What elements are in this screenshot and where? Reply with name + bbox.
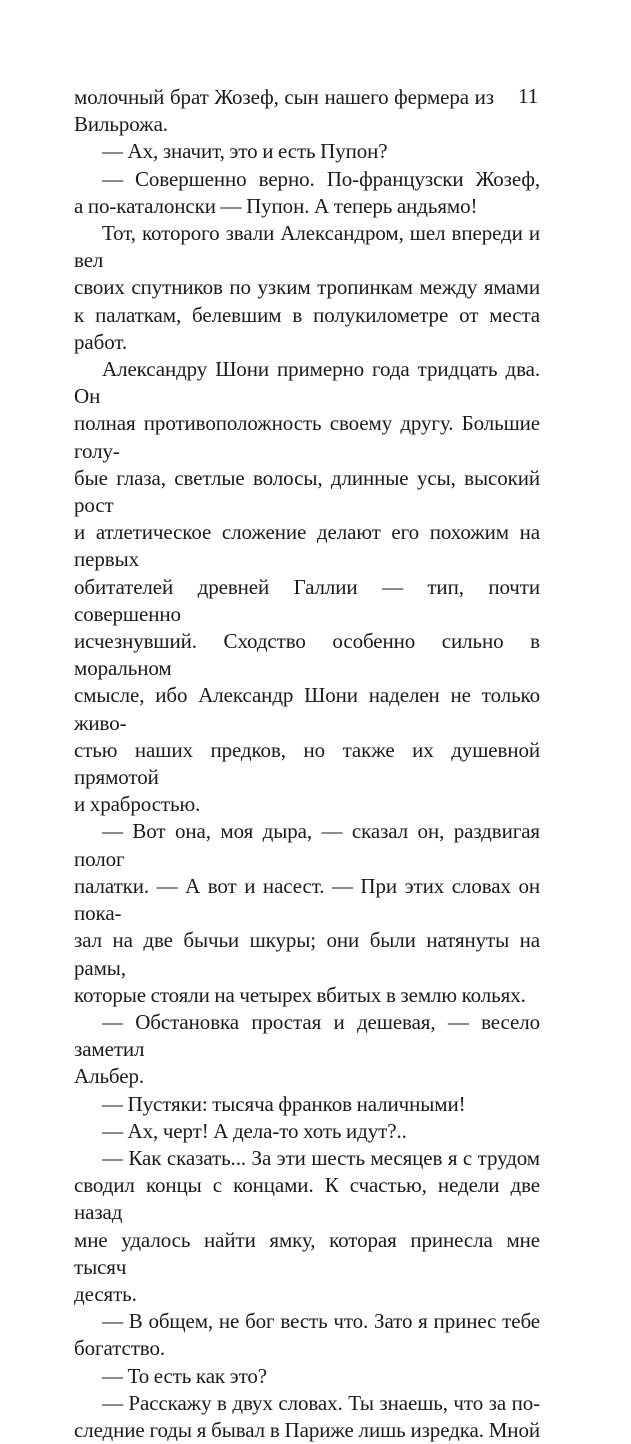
text-line: Альбер.: [74, 1064, 145, 1089]
text-line: исчезнувший. Сходство особенно сильно в моральном: [74, 629, 540, 681]
text-line: — Пустяки: тысяча франков наличными!: [102, 1091, 466, 1116]
text-line: — Ах, черт! А дела-то хоть идут?..: [102, 1118, 407, 1143]
text-line: — Обстановка простая и дешевая, — весело заметил: [74, 1009, 540, 1062]
text-line: сводил концы с концами. К счастью, недели две назад: [74, 1173, 540, 1225]
text-line: — Вот она, моя дыра, — сказал он, раздвигая полог: [74, 819, 540, 871]
text-line: — Как сказать... За эти шесть месяцев я с трудом: [102, 1145, 540, 1170]
text-line: зал на две бычьи шкуры; они были натянуты на рамы,: [74, 928, 540, 980]
text-line: мне удалось найти ямку, которая принесла мне тысяч: [74, 1227, 540, 1279]
text-line: а по-каталонски — Пупон. А теперь андьямо!: [74, 193, 478, 218]
text-line: бые глаза, светлые волосы, длинные усы, высокий рост: [74, 465, 540, 518]
text-line: — В общем, не бог весть что. Зато я принес тебе: [102, 1309, 540, 1334]
text-line: и храбростью.: [74, 792, 201, 817]
text-line: — Ах, значит, это и есть Пупон?: [102, 139, 388, 164]
text-line: молочный брат Жозеф, сын нашего фермера из: [74, 85, 494, 109]
text-line: и атлетическое сложение делают его похожим на первых: [74, 520, 540, 572]
text-line: которые стояли на четырех вбитых в землю кольях.: [74, 982, 526, 1007]
body-text: [74, 84, 540, 1444]
text-line: стью наших предков, но также их душевной прямотой: [74, 737, 540, 790]
page-number: 11: [518, 84, 539, 108]
text-line: десять.: [74, 1281, 137, 1306]
text-line: смысле, ибо Александр Шони наделен не только живо-: [74, 683, 540, 735]
text-line: к палаткам, белевшим в полукилометре от места работ.: [74, 302, 540, 354]
text-line: — То есть как это?: [102, 1363, 268, 1388]
text-line: полная противоположность своему другу. Большие голу-: [74, 411, 540, 463]
text-line: Вильрожа.: [74, 112, 168, 137]
text-line: обитателей древней Галлии — тип, почти совершенно: [74, 574, 540, 626]
text-line: Александру Шони примерно года тридцать два. Он: [74, 357, 540, 409]
text-line: палатки. — А вот и насест. — При этих словах он пока-: [74, 873, 540, 926]
text-line: — Расскажу в двух словах. Ты знаешь, что за по-: [102, 1390, 540, 1415]
text-line: своих спутников по узким тропинкам между ямами: [74, 275, 540, 300]
text-line: — Совершенно верно. По-французски Жозеф,: [102, 166, 540, 191]
text-line: следние годы я бывал в Париже лишь изредка. Мной: [74, 1417, 540, 1442]
text-line: богатство.: [74, 1336, 166, 1361]
text-line: Тот, которого звали Александром, шел впереди и вел: [74, 221, 540, 273]
